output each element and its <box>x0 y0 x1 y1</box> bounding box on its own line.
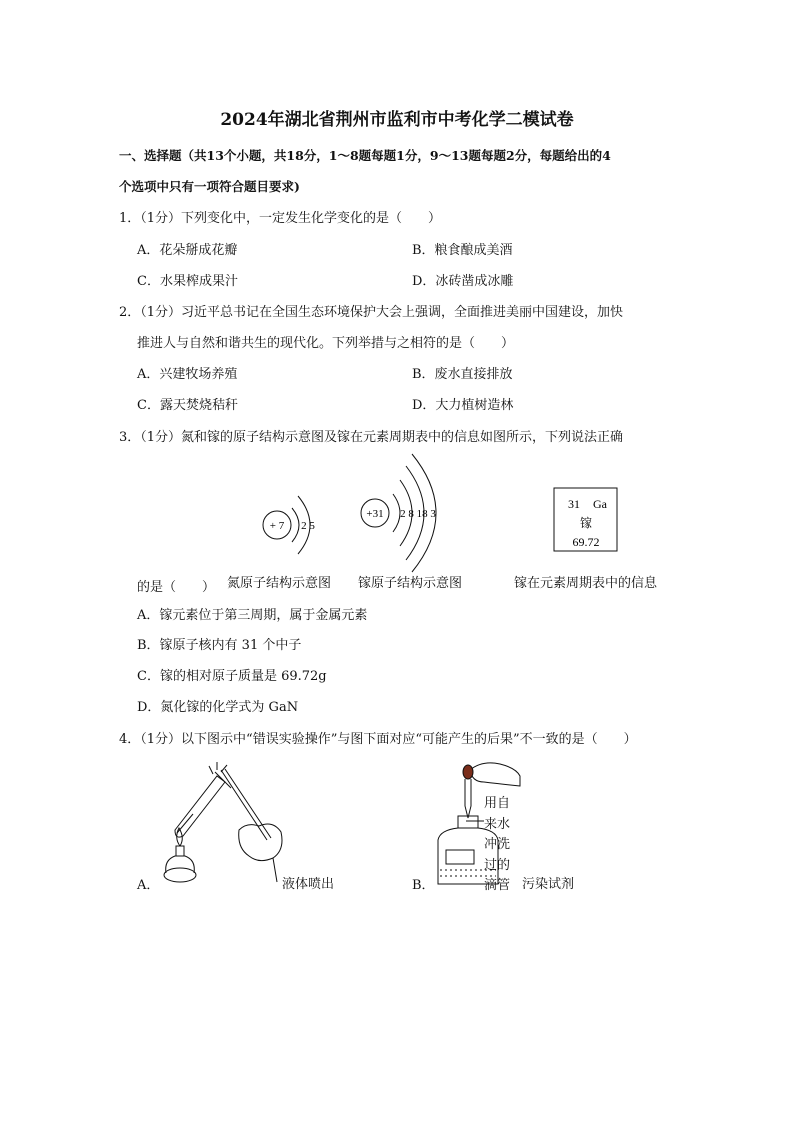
atomic-number: 31 <box>568 497 580 511</box>
b-note-line: 过的 <box>484 857 511 873</box>
q3-option-d: D．氮化镓的化学式为 GaN <box>137 700 299 715</box>
nitrogen-shell-1 <box>292 508 299 542</box>
atom-structure-figure <box>0 450 794 585</box>
element-symbol: Ga <box>593 497 607 511</box>
q1-option-a: A．花朵掰成花瓣 <box>137 243 238 258</box>
gallium-atom-diagram <box>361 454 436 572</box>
nitrogen-atom-diagram <box>263 496 315 554</box>
q3-option-a: A．镓元素位于第三周期，属于金属元素 <box>137 608 368 623</box>
q4-option-b-label: B． <box>412 878 435 893</box>
q2-option-b: B．废水直接排放 <box>412 367 513 382</box>
q1-option-b: B．粮食酿成美酒 <box>412 243 513 258</box>
q4-stem: 4．（1分）以下图示中“错误实验操作”与图下面对应“可能产生的后果”不一致的是（ ） <box>119 732 637 747</box>
q2-option-c: C．露天焚烧秸秆 <box>137 398 238 413</box>
gallium-electron-label: 2 8 18 3 <box>400 508 436 520</box>
gallium-caption: 镓原子结构示意图 <box>358 576 463 591</box>
gallium-periodic-cell <box>554 488 617 551</box>
q4-option-a-result: 液体喷出 <box>282 877 335 892</box>
dropper-reagent-bottle-illustration <box>430 758 525 888</box>
b-note-line: 滴管 <box>484 878 511 893</box>
q3-option-b: B．镓原子核内有 31 个中子 <box>137 638 302 653</box>
q3-option-c: C．镓的相对原子质量是 69.72g <box>137 669 327 684</box>
q3-stem-line1: 3．（1分）氮和镓的原子结构示意图及镓在元素周期表中的信息如图所示，下列说法正确 <box>119 430 624 445</box>
q2-option-d: D．大力植树造林 <box>412 398 514 413</box>
element-name: 镓 <box>579 516 593 530</box>
nitrogen-electron-label: 2 5 <box>301 520 315 532</box>
q2-stem-line2: 推进人与自然和谐共生的现代化。下列举措与之相符的是（ ） <box>137 336 515 351</box>
q1-option-d: D．冰砖凿成冰雕 <box>412 274 514 289</box>
heating-test-tube-illustration <box>155 760 290 895</box>
q3-stem-line2: 的是（ ） <box>137 580 216 595</box>
page-title: 2024年湖北省荆州市监利市中考化学二模试卷 <box>220 110 574 130</box>
b-note-line: 用自 <box>484 796 511 811</box>
q2-stem-line1: 2．（1分）习近平总书记在全国生态环境保护大会上强调，全面推进美丽中国建设，加快 <box>119 305 624 320</box>
gallium-shell-1 <box>393 494 400 532</box>
q1-stem: 1．（1分）下列变化中，一定发生化学变化的是（ ） <box>119 211 442 226</box>
b-note-line: 来水 <box>484 816 511 832</box>
periodic-cell-caption: 镓在元素周期表中的信息 <box>514 576 658 591</box>
nitrogen-caption: 氮原子结构示意图 <box>227 576 332 591</box>
b-note-line: 冲洗 <box>484 837 511 852</box>
section-heading-line2: 个选项中只有一项符合题目要求) <box>119 179 300 194</box>
q4-option-a-label: A． <box>137 878 160 893</box>
b-note-pointer-line <box>466 820 486 822</box>
q4-option-b-result: 污染试剂 <box>522 877 575 892</box>
nitrogen-nucleus-label: + 7 <box>269 520 285 532</box>
q1-option-c: C．水果榨成果汁 <box>137 274 238 289</box>
gallium-nucleus-label: +31 <box>366 508 384 520</box>
q2-option-a: A．兴建牧场养殖 <box>137 367 238 382</box>
q4-option-b-note <box>484 794 510 897</box>
atomic-mass: 69.72 <box>572 535 600 549</box>
section-heading-line1: 一、选择题（共13个小题，共18分，1～8题每题1分，9～13题每题2分，每题给出的4 <box>119 148 611 163</box>
